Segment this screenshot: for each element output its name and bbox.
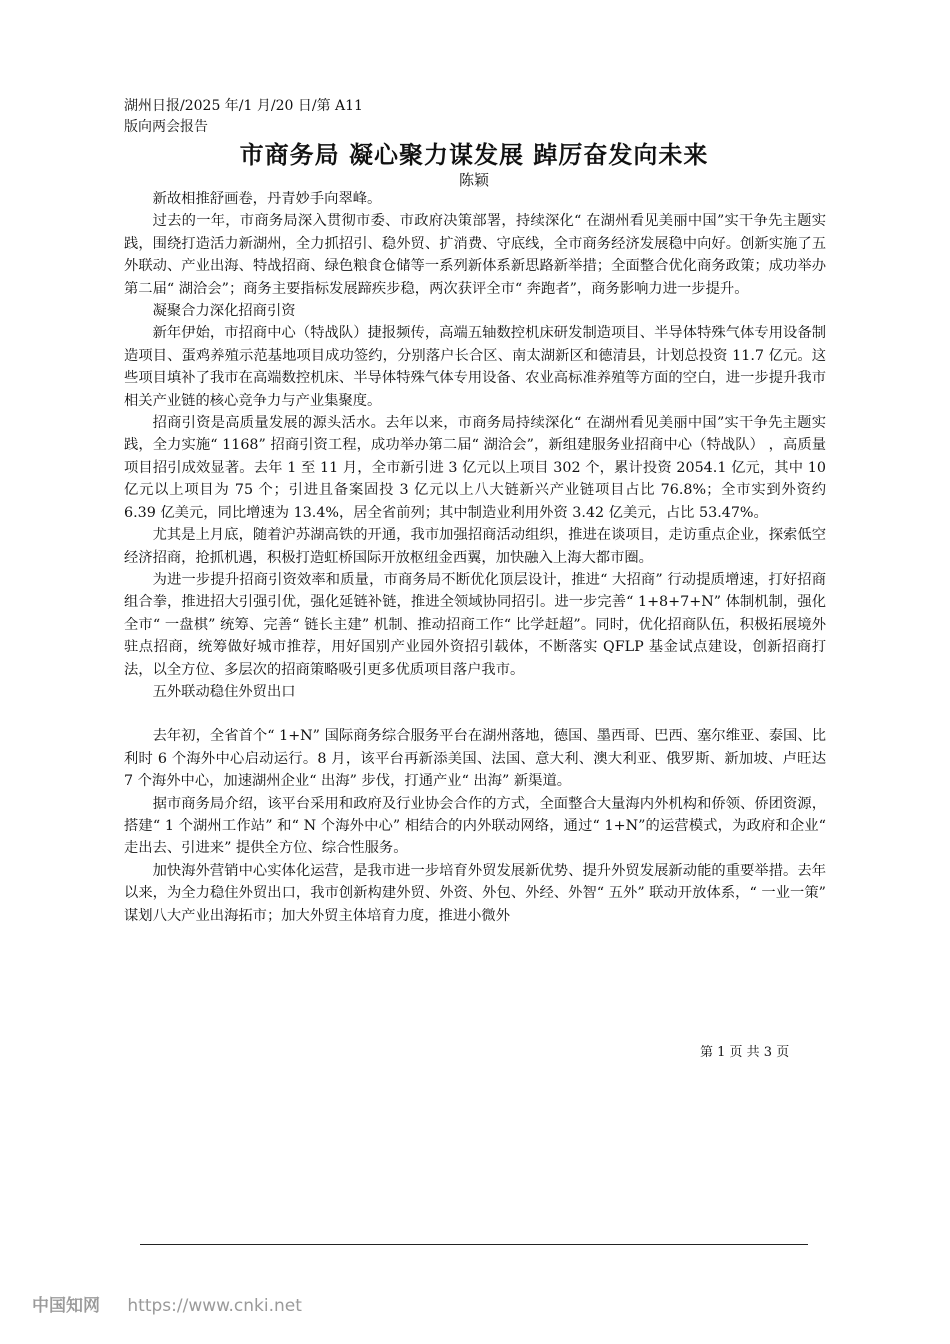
paragraph: 为进一步提升招商引资效率和质量，市商务局不断优化顶层设计，推进“ 大招商” 行动提质增速，打好招商组合拳，推进招大引强引优，强化延链补链，推进全领域协同招引。进一步完善“ 1+8+7+N” 体制机制，强化全市“ 一盘棋” 统筹、完善“ 链长主建” 机制、推动招商工作“ 比学赶超”。同时，优化招商队伍，积极拓展境外驻点招商，统筹做好城市推荐，用好国别产业园外资招引载体，不断落实 QFLP 基金试点建设，创新招商打法，以全方位、多层次的招商策略吸引更多优质项目落户我市。 [124, 571, 826, 678]
article-meta [124, 96, 363, 138]
paragraph: 去年初，全省首个“ 1+N” 国际商务综合服务平台在湖州落地，德国、墨西哥、巴西、塞尔维亚、泰国、比利时 6 个海外中心启动运行。8 月，该平台再新添美国、法国、意大利、澳大利亚、俄罗斯、新加坡、卢旺达 7 个海外中心，加速湖州企业“ 出海” 步伐，打通产业“ 出海” 新渠道。 [124, 728, 826, 790]
paragraph: 过去的一年，市商务局深入贯彻市委、市政府决策部署，持续深化“ 在湖州看见美丽中国”实干争先主题实践，围绕打造活力新湖州，全力抓招引、稳外贸、扩消费、守底线，全市商务经济发展稳中向好。创新实施了五外联动、产业出海、特战招商、绿色粮食仓储等一系列新体系新思路新举措；全面整合优化商务政策；成功举办第二届“ 湖洽会”；商务主要指标发展蹄疾步稳，两次获评全市“ 奔跑者”，商务影响力进一步提升。 [124, 213, 826, 297]
page-number: 第 1 页 共 3 页 [700, 1045, 790, 1060]
section-heading: 五外联动稳住外贸出口 [152, 683, 296, 700]
paragraph: 招商引资是高质量发展的源头活水。去年以来，市商务局持续深化“ 在湖州看见美丽中国”实干争先主题实践，全力实施“ 1168” 招商引资工程，成功举办第二届“ 湖洽会”，新组建服务业招商中心（特战队） ，高质量项目招引成效显著。去年 1 至 11 月，全市新引进 3 亿元以上项目 302 个，累计投资 2054.1 亿元，其中 10 亿元以上项目为 75 个；引进且备案固投 3 亿元以上八大链新兴产业链项目占比 76.8%；全市实到外资约 6.39 亿美元，同比增速为 13.4%，居全省前列；其中制造业利用外资 3.42 亿美元，占比 53.47%。 [124, 415, 826, 521]
article-title: 市商务局 凝心聚力谋发展 踔厉奋发向未来 [239, 141, 709, 169]
paragraph: 尤其是上月底，随着沪苏湖高铁的开通，我市加强招商活动组织，推进在谈项目，走访重点企业，探索低空经济招商，抢抓机遇，积极打造虹桥国际开放枢纽金西翼，加快融入上海大都市圈。 [124, 527, 826, 566]
paragraph: 新年伊始，市招商中心（特战队）捷报频传，高端五轴数控机床研发制造项目、半导体特殊气体专用设备制造项目、蛋鸡养殖示范基地项目成功签约，分别落户长合区、南太湖新区和德清县，计划总投资 11.7 亿元。这些项目填补了我市在高端数控机床、半导体特殊气体专用设备、农业高标准养殖等方面的空白，进一步提升我市相关产业链的核心竞争力与产业集聚度。 [124, 325, 826, 409]
article-body [124, 188, 826, 927]
publication-section: 版向两会报告 [124, 119, 208, 135]
paragraph: 据市商务局介绍，该平台采用和政府及行业协会合作的方式，全面整合大量海内外机构和侨领、侨团资源，搭建“ 1 个湖州工作站” 和“ N 个海外中心” 相结合的内外联动网络，通过“ 1+N”的运营模式，为政府和企业“ 走出去、引进来” 提供全方位、综合性服务。 [124, 795, 826, 857]
article-author: 陈颖 [458, 171, 489, 189]
section-heading: 凝聚合力深化招商引资 [152, 303, 296, 320]
cnki-url: https://www.cnki.net [127, 1296, 302, 1316]
footer-divider [140, 1244, 808, 1245]
paragraph: 加快海外营销中心实体化运营，是我市进一步培育外贸发展新优势、提升外贸发展新动能的重要举措。去年以来，为全力稳住外贸出口，我市创新构建外贸、外资、外包、外经、外智“ 五外” 联动开放体系，“ 一业一策” 谋划八大产业出海拓市；加大外贸主体培育力度，推进小微外 [124, 862, 826, 924]
cnki-logo: 中国知网 [32, 1296, 100, 1316]
paragraph-opening: 新故相推舒画卷，丹青妙手向翠峰。 [152, 191, 382, 207]
publication-source: 湖州日报/2025 年/1 月/20 日/第 A11 [124, 98, 363, 114]
cnki-watermark [32, 1294, 302, 1318]
